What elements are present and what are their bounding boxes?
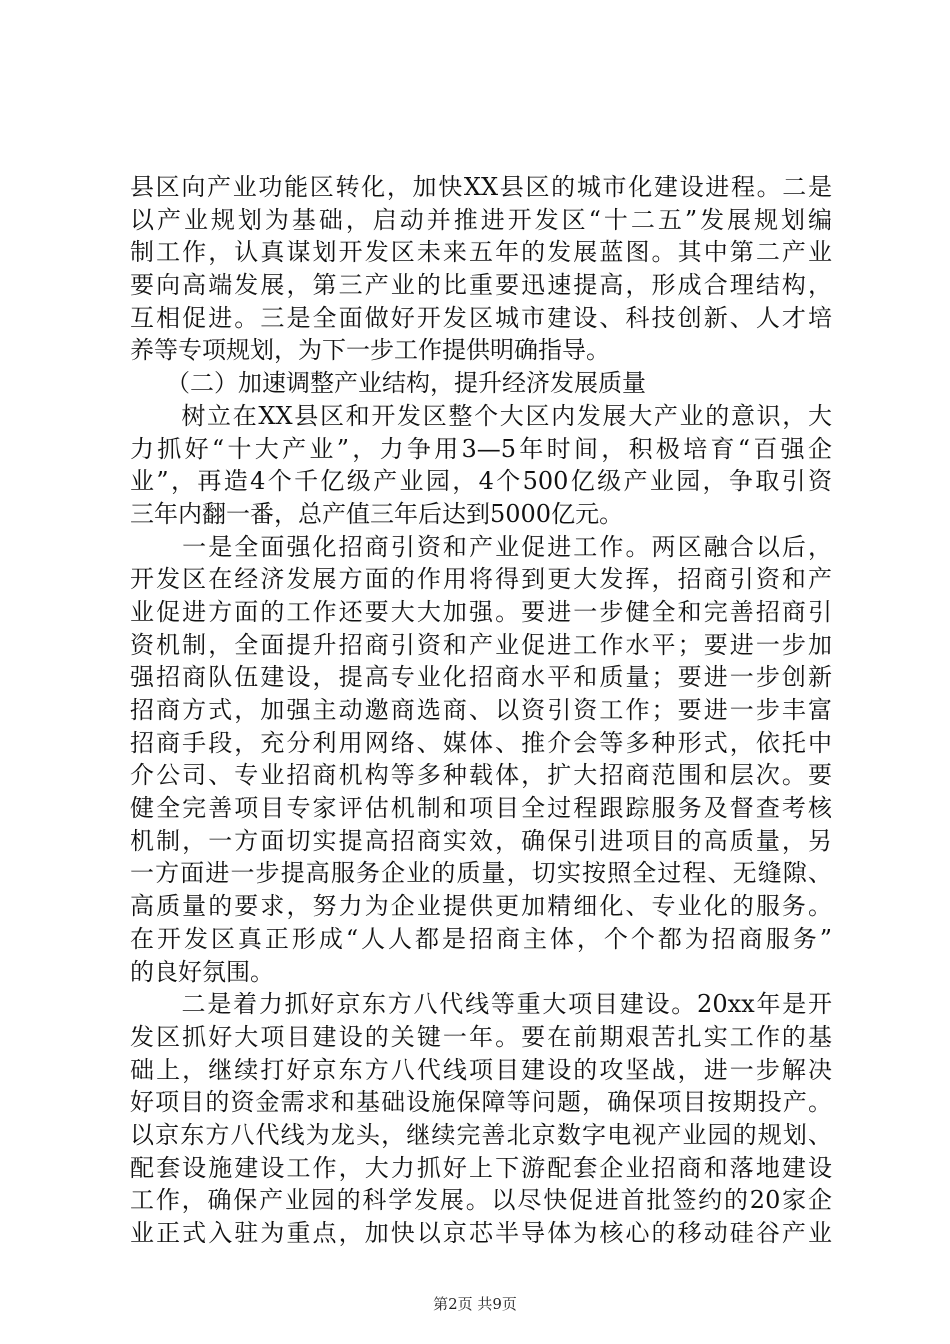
body-line: 一方面进一步提高服务企业的质量，切实按照全过程、无缝隙、 bbox=[130, 859, 832, 888]
body-line: 力抓好“十大产业”，力争用3—5年时间，积极培育“百强企 bbox=[130, 434, 832, 463]
body-line: 工作，确保产业园的科学发展。以尽快促进首批签约的20家企 bbox=[130, 1186, 832, 1215]
body-line: 业”，再造4个千亿级产业园，4个500亿级产业园，争取引资 bbox=[130, 467, 832, 496]
page-footer: 第2页 共9页 bbox=[433, 1295, 517, 1313]
body-line: 开发区在经济发展方面的作用将得到更大发挥，招商引资和产 bbox=[130, 565, 832, 594]
body-line: 养等专项规划，为下一步工作提供明确指导。 bbox=[130, 336, 610, 365]
body-line: 三年内翻一番，总产值三年后达到5000亿元。 bbox=[130, 499, 624, 528]
body-line: 健全完善项目专家评估机制和项目全过程跟踪服务及督查考核 bbox=[130, 794, 832, 823]
body-line: 以京东方八代线为龙头，继续完善北京数字电视产业园的规划、 bbox=[130, 1120, 832, 1149]
body-line: 资机制，全面提升招商引资和产业促进工作水平；要进一步加 bbox=[130, 630, 832, 659]
document-body bbox=[130, 171, 832, 1250]
body-line: 机制，一方面切实提高招商实效，确保引进项目的高质量，另 bbox=[130, 826, 832, 855]
body-line: 发区抓好大项目建设的关键一年。要在前期艰苦扎实工作的基 bbox=[130, 1022, 832, 1051]
body-line: 配套设施建设工作，大力抓好上下游配套企业招商和落地建设 bbox=[130, 1153, 832, 1182]
body-line: 业正式入驻为重点，加快以京芯半导体为核心的移动硅谷产业 bbox=[130, 1219, 832, 1247]
body-line: 二是着力抓好京东方八代线等重大项目建设。20xx年是开 bbox=[130, 990, 832, 1019]
body-line: 础上，继续打好京东方八代线项目建设的攻坚战，进一步解决 bbox=[130, 1055, 832, 1084]
body-line: 招商手段，充分利用网络、媒体、推介会等多种形式，依托中 bbox=[130, 728, 832, 757]
body-line: 一是全面强化招商引资和产业促进工作。两区融合以后， bbox=[130, 532, 832, 561]
body-line: 在开发区真正形成“人人都是招商主体，个个都为招商服务” bbox=[130, 924, 832, 953]
body-line: 介公司、专业招商机构等多种载体，扩大招商范围和层次。要 bbox=[130, 761, 832, 790]
body-line: 互相促进。三是全面做好开发区城市建设、科技创新、人才培 bbox=[130, 303, 832, 332]
body-line: 业促进方面的工作还要大大加强。要进一步健全和完善招商引 bbox=[130, 597, 832, 626]
body-line: 高质量的要求，努力为企业提供更加精细化、专业化的服务。 bbox=[130, 892, 832, 921]
body-line: 县区向产业功能区转化，加快XX县区的城市化建设进程。二是 bbox=[130, 173, 832, 201]
body-line: 以产业规划为基础，启动并推进开发区“十二五”发展规划编 bbox=[130, 205, 832, 234]
body-line: 制工作，认真谋划开发区未来五年的发展蓝图。其中第二产业 bbox=[130, 238, 832, 267]
body-line: 招商方式，加强主动邀商选商、以资引资工作；要进一步丰富 bbox=[130, 696, 832, 724]
body-line: 的良好氛围。 bbox=[130, 957, 274, 986]
body-line: 树立在XX县区和开发区整个大区内发展大产业的意识，大 bbox=[130, 401, 832, 430]
body-line: 好项目的资金需求和基础设施保障等问题，确保项目按期投产。 bbox=[130, 1088, 832, 1117]
body-line: 强招商队伍建设，提高专业化招商水平和质量；要进一步创新 bbox=[130, 663, 832, 692]
body-line: （二）加速调整产业结构，提升经济发展质量 bbox=[130, 369, 646, 398]
body-line: 要向高端发展，第三产业的比重要迅速提高，形成合理结构， bbox=[130, 271, 832, 300]
